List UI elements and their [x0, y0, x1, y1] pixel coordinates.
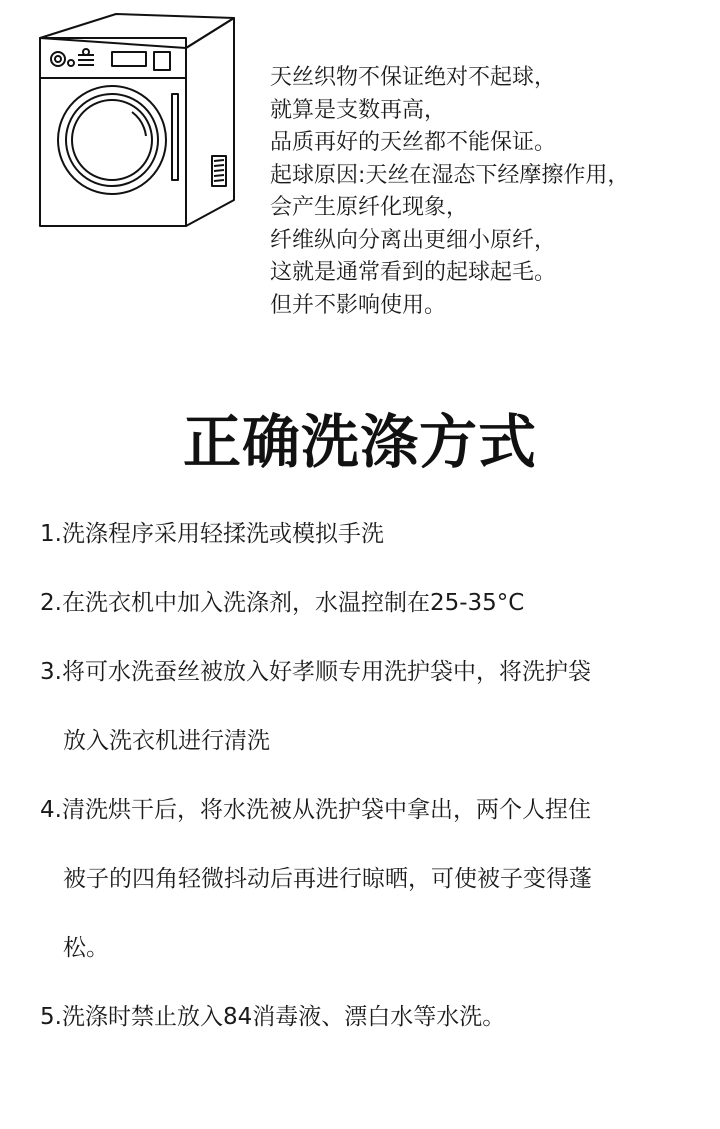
section-title: 正确洗涤方式: [182, 408, 537, 476]
instruction-line: 3.将可水洗蚕丝被放入好孝顺专用洗护袋中，将洗护袋: [40, 659, 591, 685]
intro-line: 这就是通常看到的起球起毛。: [270, 260, 557, 285]
instruction-item: [40, 776, 700, 983]
instruction-line: 4.清洗烘干后，将水洗被从洗护袋中拿出，两个人捏住: [40, 797, 591, 823]
instruction-line: 2.在洗衣机中加入洗涤剂，水温控制在25-35°C: [40, 590, 525, 616]
intro-line: 起球原因:天丝在湿态下经摩擦作用，: [270, 162, 630, 188]
instruction-line: 5.洗涤时禁止放入84消毒液、漂白水等水洗。: [40, 1004, 506, 1030]
instruction-line: 放入洗衣机进行清洗: [63, 728, 270, 754]
instruction-line: 被子的四角轻微抖动后再进行晾晒，可使被子变得蓬: [63, 866, 592, 892]
intro-line: 天丝织物不保证绝对不起球，: [270, 65, 557, 90]
intro-line: 品质再好的天丝都不能保证。: [270, 130, 557, 155]
intro-line: 纤维纵向分离出更细小原纤，: [270, 227, 557, 253]
instruction-item: [40, 500, 700, 569]
intro-line: 就算是支数再高，: [270, 97, 447, 123]
instruction-item: [40, 983, 700, 1052]
washing-machine-icon: [36, 8, 242, 230]
intro-line: 会产生原纤化现象，: [270, 195, 469, 220]
instruction-item: [40, 638, 700, 776]
intro-paragraph: [270, 62, 715, 322]
instruction-line: 松。: [63, 935, 109, 961]
instruction-list: [40, 500, 700, 1052]
intro-line: 但并不影响使用。: [270, 292, 447, 318]
instruction-item: [40, 569, 700, 638]
instruction-line: 1.洗涤程序采用轻揉洗或模拟手洗: [40, 521, 384, 547]
